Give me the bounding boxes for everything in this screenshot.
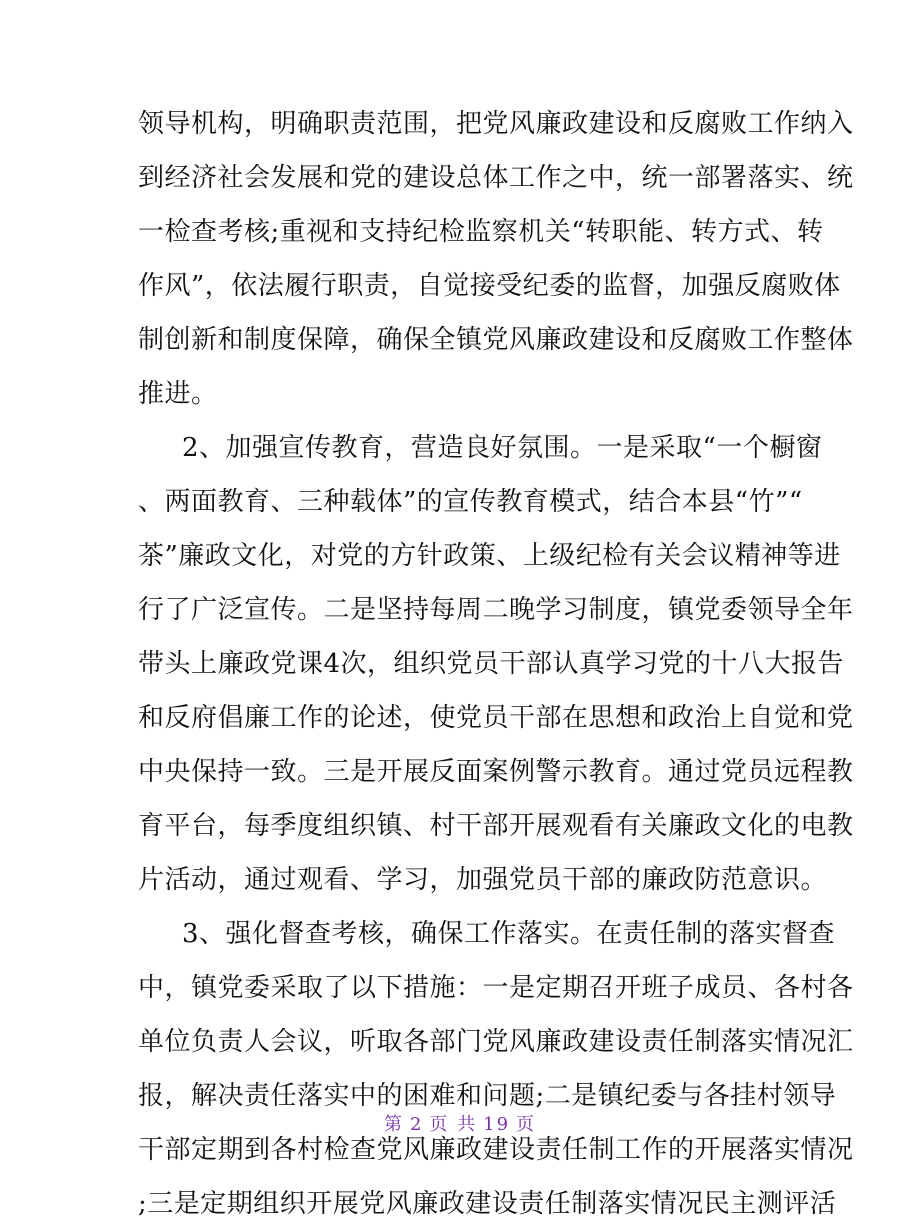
text-line: 和反府倡廉工作的论述，使党员干部在思想和政治上自觉和党 xyxy=(138,703,854,733)
paragraph-first-line: 3、强化督查考核，确保工作落实。在责任制的落实督查 xyxy=(182,919,836,949)
text-line: 作风”，依法履行职责，自觉接受纪委的监督，加强反腐败体 xyxy=(138,271,841,301)
text-line: 行了广泛宣传。二是坚持每周二晚学习制度，镇党委领导全年 xyxy=(138,595,854,625)
text-line: 、两面教育、三种载体”的宣传教育模式，结合本县“竹”“ xyxy=(138,487,803,517)
text-line: 到经济社会发展和党的建设总体工作之中，统一部署落实、统 xyxy=(138,163,854,193)
text-line: 领导机构，明确职责范围，把党风廉政建设和反腐败工作纳入 xyxy=(138,109,854,139)
text-line: 单位负责人会议，听取各部门党风廉政建设责任制落实情况汇 xyxy=(138,1027,854,1057)
text-line: 推进。 xyxy=(138,379,218,409)
text-line: 茶”廉政文化，对党的方针政策、上级纪检有关会议精神等进 xyxy=(138,541,841,571)
footer-prefix: 第 xyxy=(383,1114,404,1135)
paragraph-first-line: 2、加强宣传教育，营造良好氛围。一是采取“一个橱窗 xyxy=(182,433,823,463)
text-line: 干部定期到各村检查党风廉政建设责任制工作的开展落实情况 xyxy=(138,1135,854,1165)
page-footer xyxy=(0,1110,920,1136)
document-body xyxy=(138,97,854,1231)
text-line: 片活动，通过观看、学习，加强党员干部的廉政防范意识。 xyxy=(138,865,828,895)
page-number: 2 xyxy=(409,1114,424,1135)
text-line: ;三是定期组织开展党风廉政建设责任制落实情况民主测评活 xyxy=(138,1189,837,1219)
text-line: 报，解决责任落实中的困难和问题;二是镇纪委与各挂村领导 xyxy=(138,1081,837,1111)
text-line: 中，镇党委采取了以下措施：一是定期召开班子成员、各村各 xyxy=(138,973,854,1003)
text-line: 一检查考核;重视和支持纪检监察机关“转职能、转方式、转 xyxy=(138,217,824,247)
text-line: 中央保持一致。三是开展反面案例警示教育。通过党员远程教 xyxy=(138,757,854,787)
page-total: 19 xyxy=(483,1114,511,1135)
text-line: 制创新和制度保障，确保全镇党风廉政建设和反腐败工作整体 xyxy=(138,325,854,355)
footer-mid: 页 共 xyxy=(429,1114,478,1135)
text-line: 育平台，每季度组织镇、村干部开展观看有关廉政文化的电教 xyxy=(138,811,854,841)
footer-suffix: 页 xyxy=(516,1114,537,1135)
text-line: 带头上廉政党课4次，组织党员干部认真学习党的十八大报告 xyxy=(138,649,845,679)
